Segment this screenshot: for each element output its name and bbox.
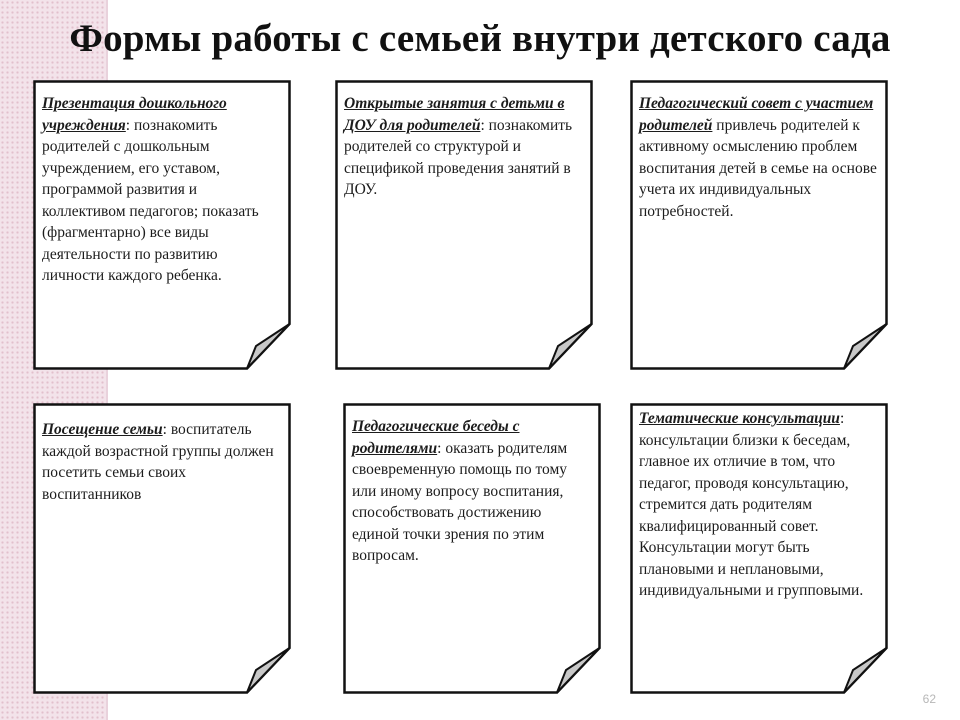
card-text: [344, 93, 582, 201]
card-text: [639, 408, 877, 602]
card-open-lessons: [335, 80, 593, 370]
card-separator: :: [480, 116, 485, 134]
card-heading: Посещение семьи: [42, 421, 163, 438]
card-presentation: [33, 80, 291, 370]
card-text: [42, 93, 280, 287]
card-heading: Педагогические беседы с родителями: [352, 418, 520, 457]
card-separator: :: [162, 421, 167, 438]
card-body: воспитатель каждой возрастной группы должен посетить семьи своих воспитанников: [42, 421, 274, 503]
card-text: [42, 419, 280, 505]
page-number: 62: [922, 692, 936, 706]
card-body: оказать родителям своевременную помощь по тому или иному вопросу воспитания, способствовать достижению единой точки зрения по этим вопросам.: [352, 439, 568, 564]
card-body: консультации близки к беседам, главное их отличие в том, что педагог, проводя консультацию, стремится дать родителям квалифицированный совет. Консультации могут быть плановыми и неплановыми, индивидуальными и групповыми.: [639, 431, 864, 599]
card-family-visit: [33, 403, 291, 694]
card-text: [352, 416, 590, 567]
card-heading: Тематические консультации: [639, 410, 840, 427]
card-heading: Презентация дошкольного учреждения: [42, 95, 227, 134]
card-pedagogical-talks: [343, 403, 601, 694]
card-body: познакомить родителей с дошкольным учреждением, его уставом, программой развития и коллективом педагогов; показать (фрагментарно) все виды деятельности по развитию личности каждого ребенка.: [42, 116, 259, 284]
card-heading: Открытые занятия с детьми в ДОУ для родителей: [344, 95, 565, 134]
slide-title: Формы работы с семьей внутри детского сада: [69, 17, 891, 60]
card-separator: :: [125, 116, 131, 134]
card-heading: Педагогический совет с участием родителей: [639, 95, 874, 134]
card-separator: :: [839, 410, 845, 427]
card-thematic-consultations: [630, 403, 888, 694]
card-body: познакомить родителей со структурой и спецификой проведения занятий в ДОУ.: [344, 116, 573, 198]
card-body: привлечь родителей к активному осмыслению проблем воспитания детей в семье на основе учета их индивидуальных потребностей.: [639, 116, 877, 220]
card-pedagogical-council: [630, 80, 888, 370]
card-text: [639, 93, 877, 222]
card-separator: :: [437, 439, 442, 457]
